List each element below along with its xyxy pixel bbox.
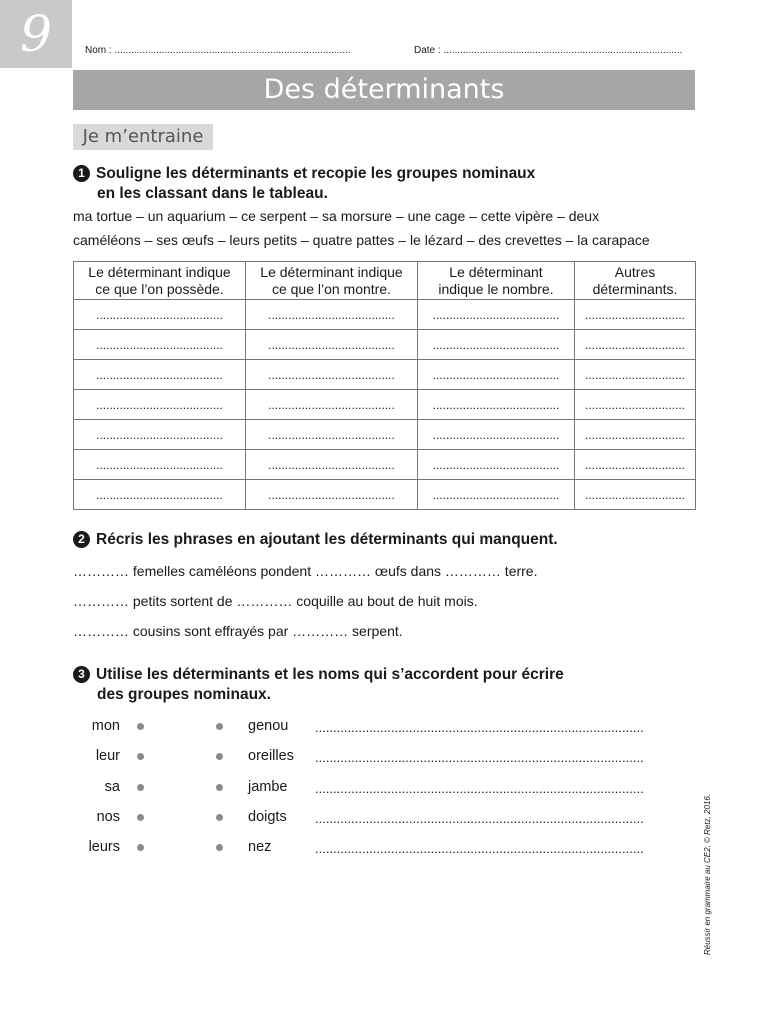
sentence-3[interactable]: ………… cousins sont effrayés par ………… serpent.	[73, 623, 403, 639]
header-number: Le déterminant indique le nombre.	[418, 262, 575, 300]
sentence-2[interactable]: ………… petits sortent de ………… coquille au bout de huit mois.	[73, 593, 478, 609]
table-cell[interactable]: ......................................	[418, 450, 575, 480]
exercise-2-title: 2 Récris les phrases en ajoutant les déterminants qui manquent.	[73, 530, 558, 550]
exercise-1-title-line2: en les classant dans le tableau.	[97, 185, 328, 202]
nom-field[interactable]: Nom : .....................................................................................	[85, 45, 351, 56]
table-cell[interactable]: ......................................	[418, 480, 575, 510]
determinant-word: sa	[104, 779, 120, 795]
noun-word: oreilles	[248, 748, 294, 764]
match-dot-right[interactable]	[216, 723, 223, 730]
table-cell[interactable]: ......................................	[74, 390, 246, 420]
word-list-line-2: caméléons – ses œufs – leurs petits – quatre pattes – le lézard – des crevettes – la carapace	[73, 232, 650, 248]
table-row	[74, 360, 696, 390]
table-header-row	[74, 262, 696, 300]
answer-line[interactable]: ...........................................................................................	[315, 750, 644, 765]
table-row	[74, 390, 696, 420]
match-dot-right[interactable]	[216, 784, 223, 791]
match-dot-left[interactable]	[137, 753, 144, 760]
sentence-1[interactable]: ………… femelles caméléons pondent ………… œufs dans ………… terre.	[73, 563, 538, 579]
table-row	[74, 480, 696, 510]
table-cell[interactable]: ......................................	[74, 450, 246, 480]
table-cell[interactable]: ......................................	[74, 330, 246, 360]
header-demonstrative: Le déterminant indique ce que l’on montre.	[246, 262, 418, 300]
table-cell[interactable]: ......................................	[418, 300, 575, 330]
table-cell[interactable]: ..............................	[575, 480, 696, 510]
answer-line[interactable]: ...........................................................................................	[315, 720, 644, 735]
table-cell[interactable]: ......................................	[246, 360, 418, 390]
match-dot-left[interactable]	[137, 784, 144, 791]
exercise-1-title-line1: Souligne les déterminants et recopie les groupes nominaux	[96, 165, 536, 182]
table-cell[interactable]: ......................................	[74, 300, 246, 330]
page-number: 9	[0, 0, 72, 68]
exercise-1-title	[73, 164, 535, 204]
exercise-2-number: 2	[73, 531, 90, 548]
table-cell[interactable]: ..............................	[575, 360, 696, 390]
table-cell[interactable]: ......................................	[74, 480, 246, 510]
table-cell[interactable]: ......................................	[246, 420, 418, 450]
match-dot-right[interactable]	[216, 753, 223, 760]
exercise-3-number: 3	[73, 666, 90, 683]
table-cell[interactable]: ......................................	[418, 360, 575, 390]
classification-table	[73, 261, 696, 510]
noun-word: nez	[248, 839, 272, 855]
header-other: Autres déterminants.	[575, 262, 696, 300]
noun-word: genou	[248, 718, 289, 734]
exercise-1-number: 1	[73, 165, 90, 182]
table-cell[interactable]: ......................................	[418, 390, 575, 420]
table-cell[interactable]: ......................................	[74, 420, 246, 450]
table-row	[74, 300, 696, 330]
match-dot-right[interactable]	[216, 814, 223, 821]
determinant-word: nos	[96, 809, 120, 825]
exercise-3-title: 3 Utilise les déterminants et les noms qui s’accordent pour écrire des groupes nominaux.	[73, 665, 564, 705]
section-badge: Je m’entraine	[73, 124, 213, 150]
table-cell[interactable]: ..............................	[575, 330, 696, 360]
table-cell[interactable]: ......................................	[246, 330, 418, 360]
answer-line[interactable]: ...........................................................................................	[315, 811, 644, 826]
word-list-line-1: ma tortue – un aquarium – ce serpent – sa morsure – une cage – cette vipère – deux	[73, 208, 600, 224]
table-cell[interactable]: ..............................	[575, 390, 696, 420]
answer-line[interactable]: ...........................................................................................	[315, 841, 644, 856]
table-row	[74, 330, 696, 360]
table-cell[interactable]: ......................................	[246, 480, 418, 510]
header-possession: Le déterminant indique ce que l’on possède.	[74, 262, 246, 300]
table-cell[interactable]: ......................................	[246, 390, 418, 420]
noun-word: doigts	[248, 809, 287, 825]
determinant-word: leurs	[88, 839, 120, 855]
table-cell[interactable]: ......................................	[246, 450, 418, 480]
match-dot-left[interactable]	[137, 814, 144, 821]
table-row	[74, 420, 696, 450]
page-title: Des déterminants	[73, 70, 695, 110]
noun-word: jambe	[248, 779, 288, 795]
table-cell[interactable]: ..............................	[575, 300, 696, 330]
date-field[interactable]: Date : ......................................................................................	[414, 45, 683, 56]
table-cell[interactable]: ......................................	[418, 420, 575, 450]
match-dot-right[interactable]	[216, 844, 223, 851]
table-row	[74, 450, 696, 480]
table-cell[interactable]: ......................................	[418, 330, 575, 360]
determinant-word: mon	[91, 718, 120, 734]
match-dot-left[interactable]	[137, 723, 144, 730]
table-cell[interactable]: ..............................	[575, 420, 696, 450]
table-cell[interactable]: ......................................	[246, 300, 418, 330]
match-dot-left[interactable]	[137, 844, 144, 851]
determinant-word: leur	[95, 748, 120, 764]
table-cell[interactable]: ......................................	[74, 360, 246, 390]
copyright-credit: Réussir en grammaire au CE2, © Retz, 2016.	[703, 793, 712, 955]
table-cell[interactable]: ..............................	[575, 450, 696, 480]
answer-line[interactable]: ...........................................................................................	[315, 781, 644, 796]
